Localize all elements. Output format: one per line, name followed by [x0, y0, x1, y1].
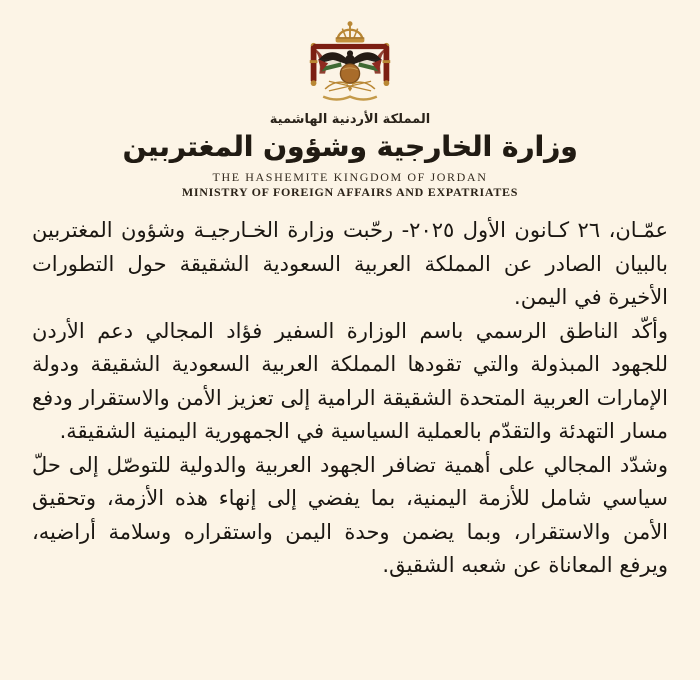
- statement-paragraph-support: وأكّد الناطق الرسمي باسم الوزارة السفير فؤاد المجالي دعم الأردن للجهود المبذولة والتي تقودها المملكة العربية السعودية الشقيقة ودولة الإمارات العربية المتحدة الشقيقة الرامية إلى تعزيز الأمن والاستقرار ودفع مسار التهدئة والتقدّم بالعملية السياسية في الجمهورية اليمنية الشقيقة.: [32, 318, 668, 443]
- statement-paragraph-dateline: عمّـان، ٢٦ كـانون الأول ٢٠٢٥- رحّبت وزارة الخـارجيـة وشؤون المغتربين بالبيان الصادر عن المملكة العربية السعودية الشقيقة حول التطورات الأخيرة في اليمن.: [32, 218, 668, 309]
- kingdom-name-arabic: المملكة الأردنية الهاشمية: [269, 112, 431, 127]
- globe-icon: [340, 64, 359, 83]
- ministry-name-english: MINISTRY OF FOREIGN AFFAIRS AND EXPATRIATES: [181, 185, 519, 199]
- jordan-coat-of-arms-icon: [292, 18, 408, 110]
- ministry-name-arabic-calligraphy: وزارة الخارجية وشؤون المغتربين: [122, 130, 578, 163]
- statement-body: [32, 214, 668, 583]
- crown-icon: [336, 21, 365, 42]
- letterhead: [0, 0, 700, 200]
- statement-paragraph-conclusion: وشدّد المجالي على أهمية تضافر الجهود العربية والدولية للتوصّل إلى حلّ سياسي شامل للأزمة اليمنية، بما يفضي إلى إنهاء هذه الأزمة، وتحقيق الأمن والاستقرار، وبما يضمن وحدة اليمن واستقراره وسلامة أراضيه، ويرفع المعاناة عن شعبه الشقيق.: [32, 452, 668, 577]
- kingdom-name-english: THE HASHEMITE KINGDOM OF JORDAN: [212, 170, 488, 184]
- wreath-icon: [323, 81, 377, 99]
